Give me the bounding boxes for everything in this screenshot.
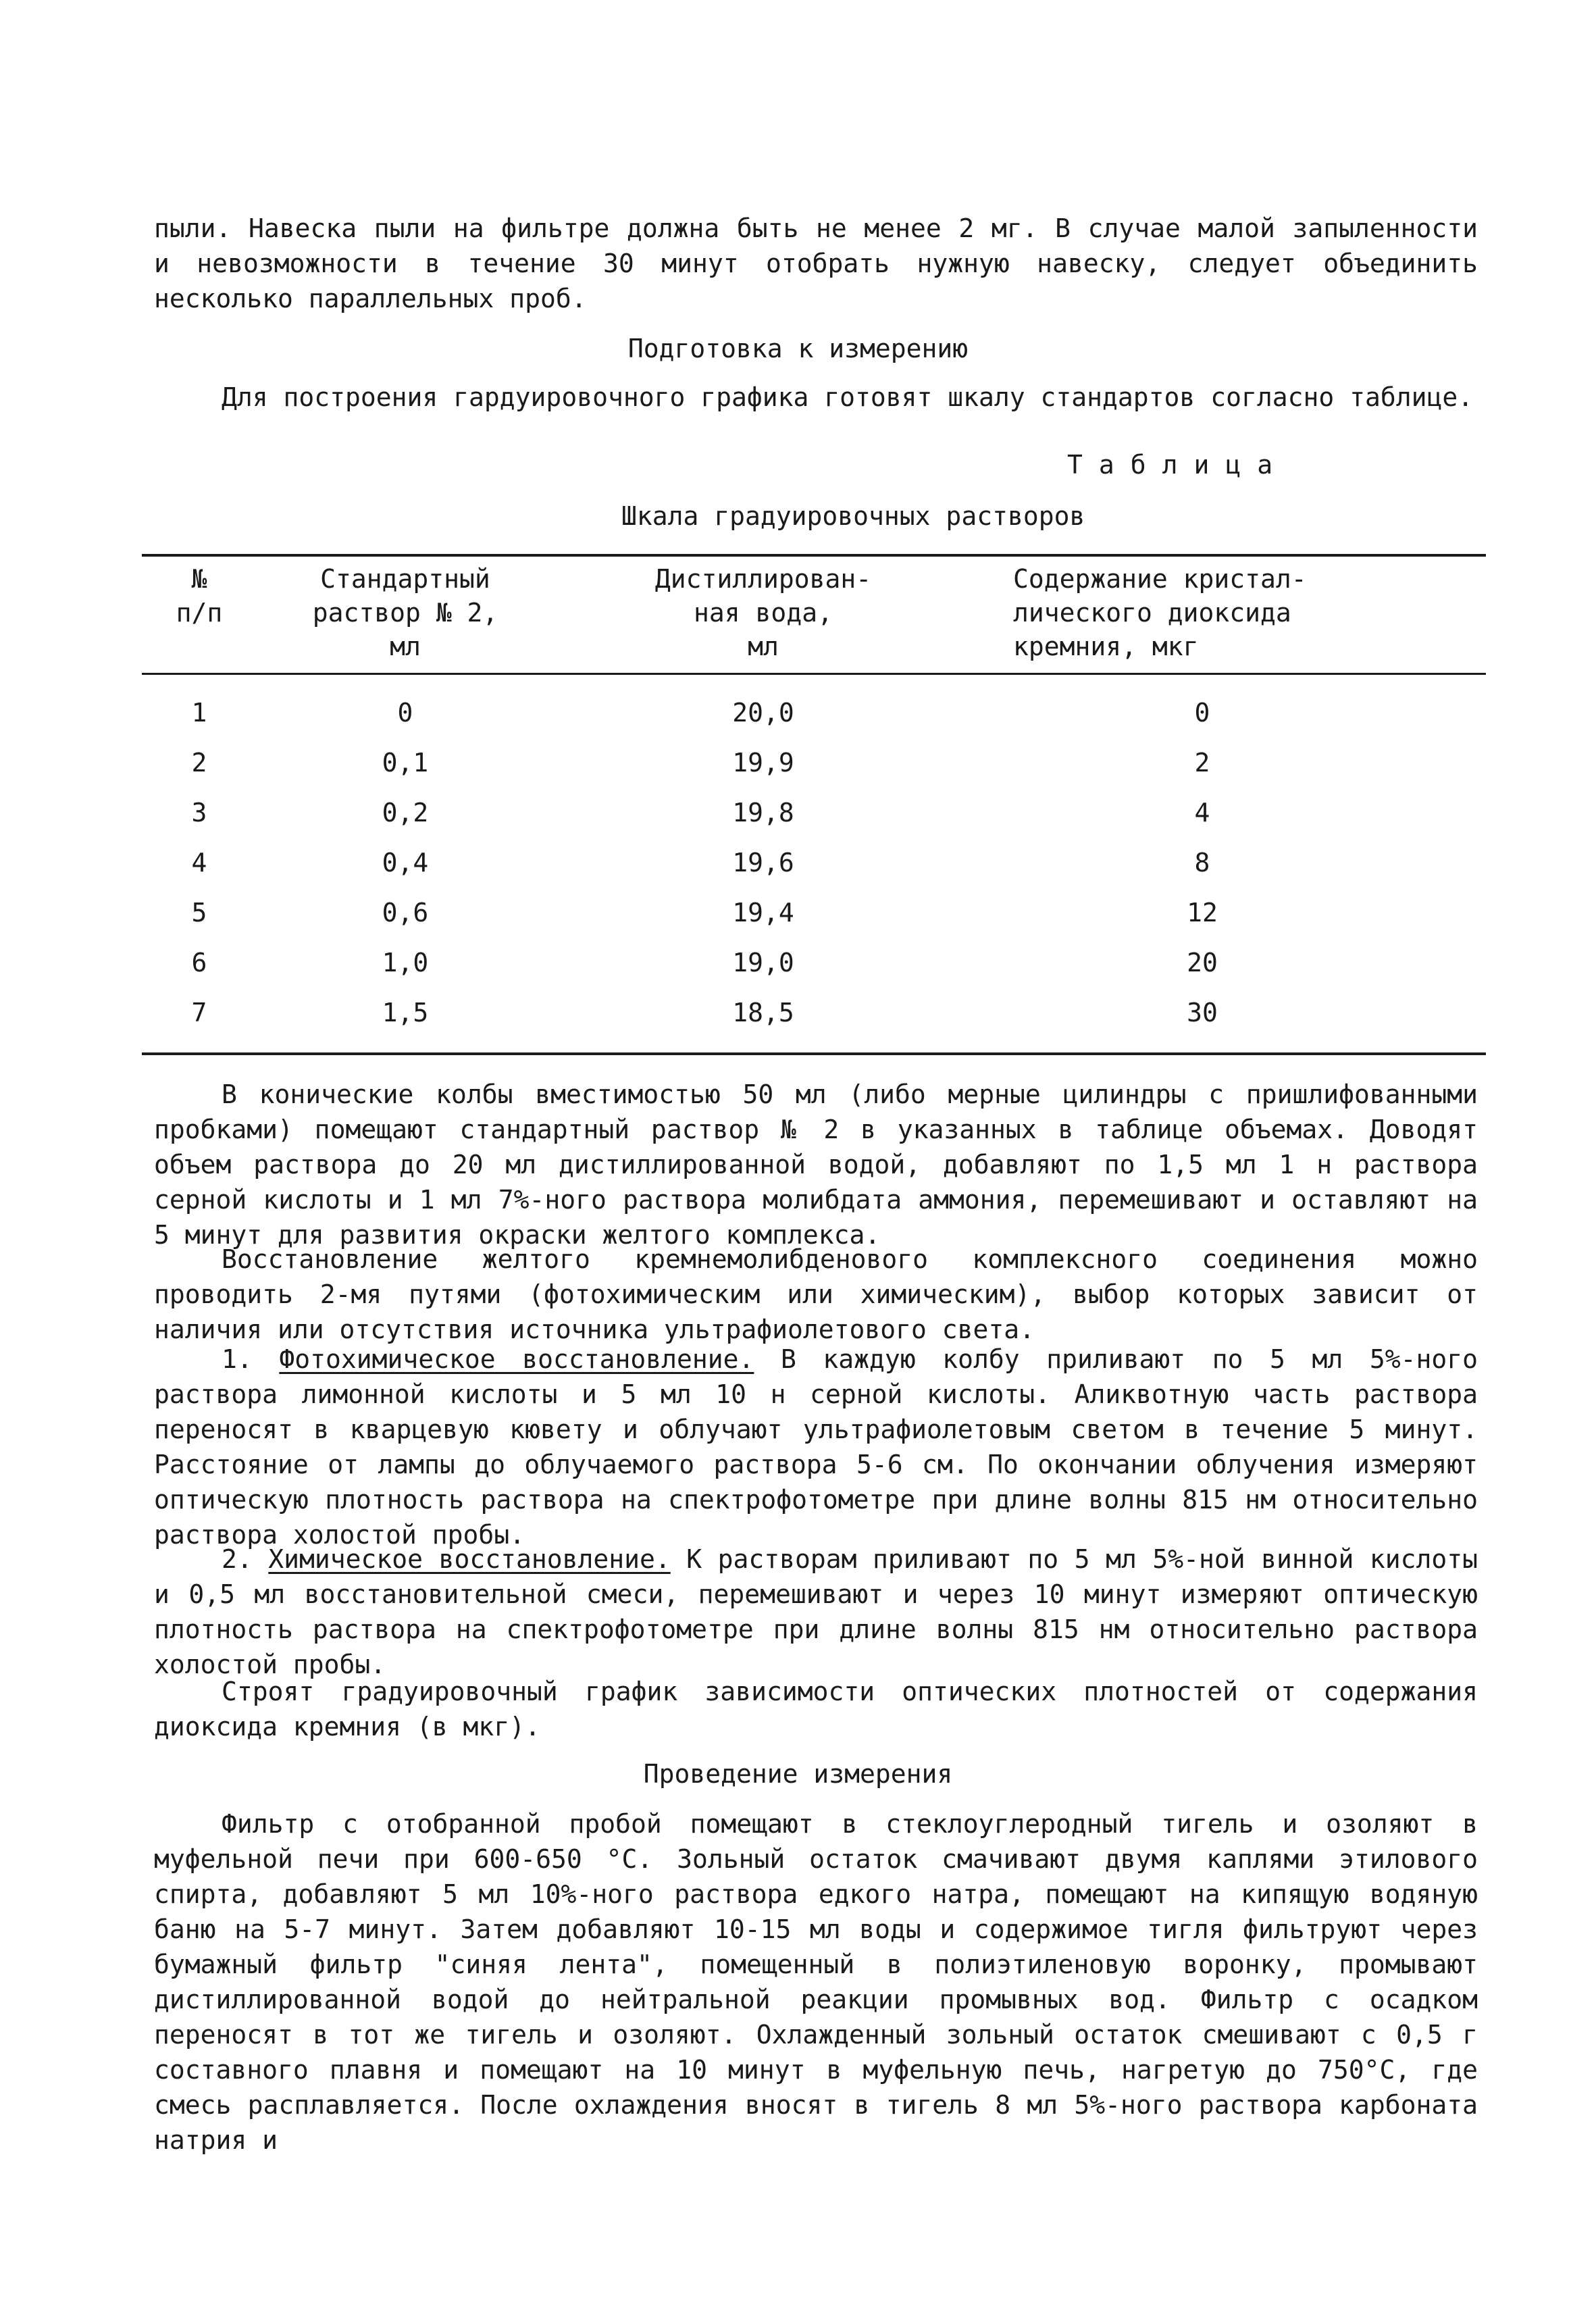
item-number-1: 1. [222, 1344, 253, 1374]
measurement-paragraph: Фильтр с отобранной пробой помещают в стеклоуглеродный тигель и озоляют в муфельной печи при 600-650 °С. Зольный остаток смачивают двумя каплями этилового спирта, добавляют 5 мл 10%-ного раствора едкого натра, помещают на кипящую водяную баню на 5-7 минут. Затем добавляют 10-15 мл воды и содержимое тигля фильтруют через бумажный фильтр "синяя лента", помещенный в полиэтиленовую воронку, промывают дистиллированной водой до нейтральной реакции промывных вод. Фильтр с осадком переносят в тот же тигель и озоляют. Охлажденный зольный остаток смешивают с 0,5 г составного плавня и помещают на 10 минут в муфельную печь, нагретую до 750°С, где смесь расплавляется. После охлаждения вносят в тигель 8 мл 5%-ного раствора карбоната натрия и [154, 1809, 1478, 2155]
table-row [0, 896, 1596, 946]
table-row [0, 746, 1596, 796]
table-cell: 1,0 [382, 948, 429, 977]
table-cell: 19,9 [732, 748, 794, 778]
chemical-reduction-heading: Химическое восстановление. [268, 1544, 671, 1574]
table-cell: 20 [1187, 948, 1218, 977]
table-cell: 0,6 [382, 898, 429, 927]
table-cell: 7 [191, 998, 207, 1027]
table-label: Таблица [1067, 450, 1289, 480]
table-cell: 19,6 [732, 848, 794, 878]
procedure-paragraph-2: Восстановление желтого кремнемолибденового комплексного соединения можно проводить 2-мя путями (фотохимическим или химическим), выбор которых зависит от наличия или отсутствия источника ультрафиолетового света. [154, 1244, 1478, 1344]
table-top-rule [142, 554, 1486, 557]
table-cell: 19,4 [732, 898, 794, 927]
table-row [0, 946, 1596, 996]
table-cell: 4 [191, 848, 207, 878]
table-title: Шкала градуировочных растворов [621, 501, 1085, 531]
table-cell: 1,5 [382, 998, 429, 1027]
table-cell: 6 [191, 948, 207, 977]
table-cell: 0,1 [382, 748, 429, 778]
preparation-paragraph: Для построения гардуировочного графика готовят шкалу стандартов согласно таблице. [222, 382, 1474, 412]
header-col-number: № п/п [176, 564, 223, 628]
photochemical-reduction-text: В каждую колбу приливают по 5 мл 5%-ного раствора лимонной кислоты и 5 мл 10 н серной кислоты. Аликвотную часть раствора переносят в кварцевую кювету и облучают ультрафиолетовым светом в течение 5 минут. Расстояние от лампы до облучаемого раствора 5-6 см. По окончании облучения измеряют оптическую плотность раствора на спектрофотометре при длине волны 815 нм относительно раствора холостой пробы. [154, 1344, 1478, 1550]
chemical-reduction-paragraph [154, 1542, 1478, 1682]
table-cell: 0,2 [382, 798, 429, 828]
table-bottom-rule [142, 1052, 1486, 1055]
section-title-measurement: Проведение измерения [643, 1759, 953, 1789]
table-cell: 20,0 [732, 698, 794, 728]
table-cell: 18,5 [732, 998, 794, 1027]
table-cell: 30 [1187, 998, 1218, 1027]
header-col-silica-content: Содержание кристал- лического диоксида кремния, мкг [1013, 564, 1307, 661]
table-row [0, 846, 1596, 896]
table-row [0, 696, 1596, 746]
table-cell: 1 [191, 698, 207, 728]
header-col-standard-solution: Стандартный раствор № 2, мл [312, 564, 498, 661]
table-cell: 12 [1187, 898, 1218, 927]
table-header-rule [142, 673, 1486, 675]
table-cell: 3 [191, 798, 207, 828]
table-cell: 0,4 [382, 848, 429, 878]
header-col-distilled-water: Дистиллирован- ная вода, мл [654, 564, 872, 661]
procedure-paragraph-1: В конические колбы вместимостью 50 мл (либо мерные цилиндры с пришлифованными пробками) помещают стандартный раствор № 2 в указанных в таблице объемах. Доводят объем раствора до 20 мл дистиллированной водой, добавляют по 1,5 мл 1 н раствора серной кислоты и 1 мл 7%-ного раствора молибдата аммония, перемешивают и оставляют на 5 минут для развития окраски желтого комплекса. [154, 1079, 1478, 1250]
table-cell: 2 [1194, 748, 1210, 778]
table-row [0, 996, 1596, 1046]
table-cell: 4 [1194, 798, 1210, 828]
photochemical-reduction-heading: Фотохимическое восстановление. [279, 1344, 754, 1374]
section-title-preparation: Подготовка к измерению [627, 334, 969, 363]
table-cell: 2 [191, 748, 207, 778]
intro-paragraph: пыли. Навеска пыли на фильтре должна быть не менее 2 мг. В случае малой запыленности и невозможности в течение 30 минут отобрать нужную навеску, следует объединить несколько параллельных проб. [154, 213, 1478, 313]
table-cell: 8 [1194, 848, 1210, 878]
item-number-2: 2. [222, 1544, 253, 1574]
table-cell: 19,8 [732, 798, 794, 828]
table-cell: 19,0 [732, 948, 794, 977]
photochemical-reduction-paragraph [154, 1342, 1478, 1552]
calibration-graph-paragraph: Строят градуировочный график зависимости оптических плотностей от содержания диоксида кремния (в мкг). [154, 1677, 1478, 1742]
table-cell: 0 [1194, 698, 1210, 728]
table-row [0, 796, 1596, 846]
chemical-reduction-text: К растворам приливают по 5 мл 5%-ной винной кислоты и 0,5 мл восстановительной смеси, перемешивают и через 10 минут измеряют оптическую плотность раствора на спектрофотометре при длине волны 815 нм относительно раствора холостой пробы. [154, 1544, 1478, 1679]
table-cell: 5 [191, 898, 207, 927]
table-cell: 0 [397, 698, 413, 728]
